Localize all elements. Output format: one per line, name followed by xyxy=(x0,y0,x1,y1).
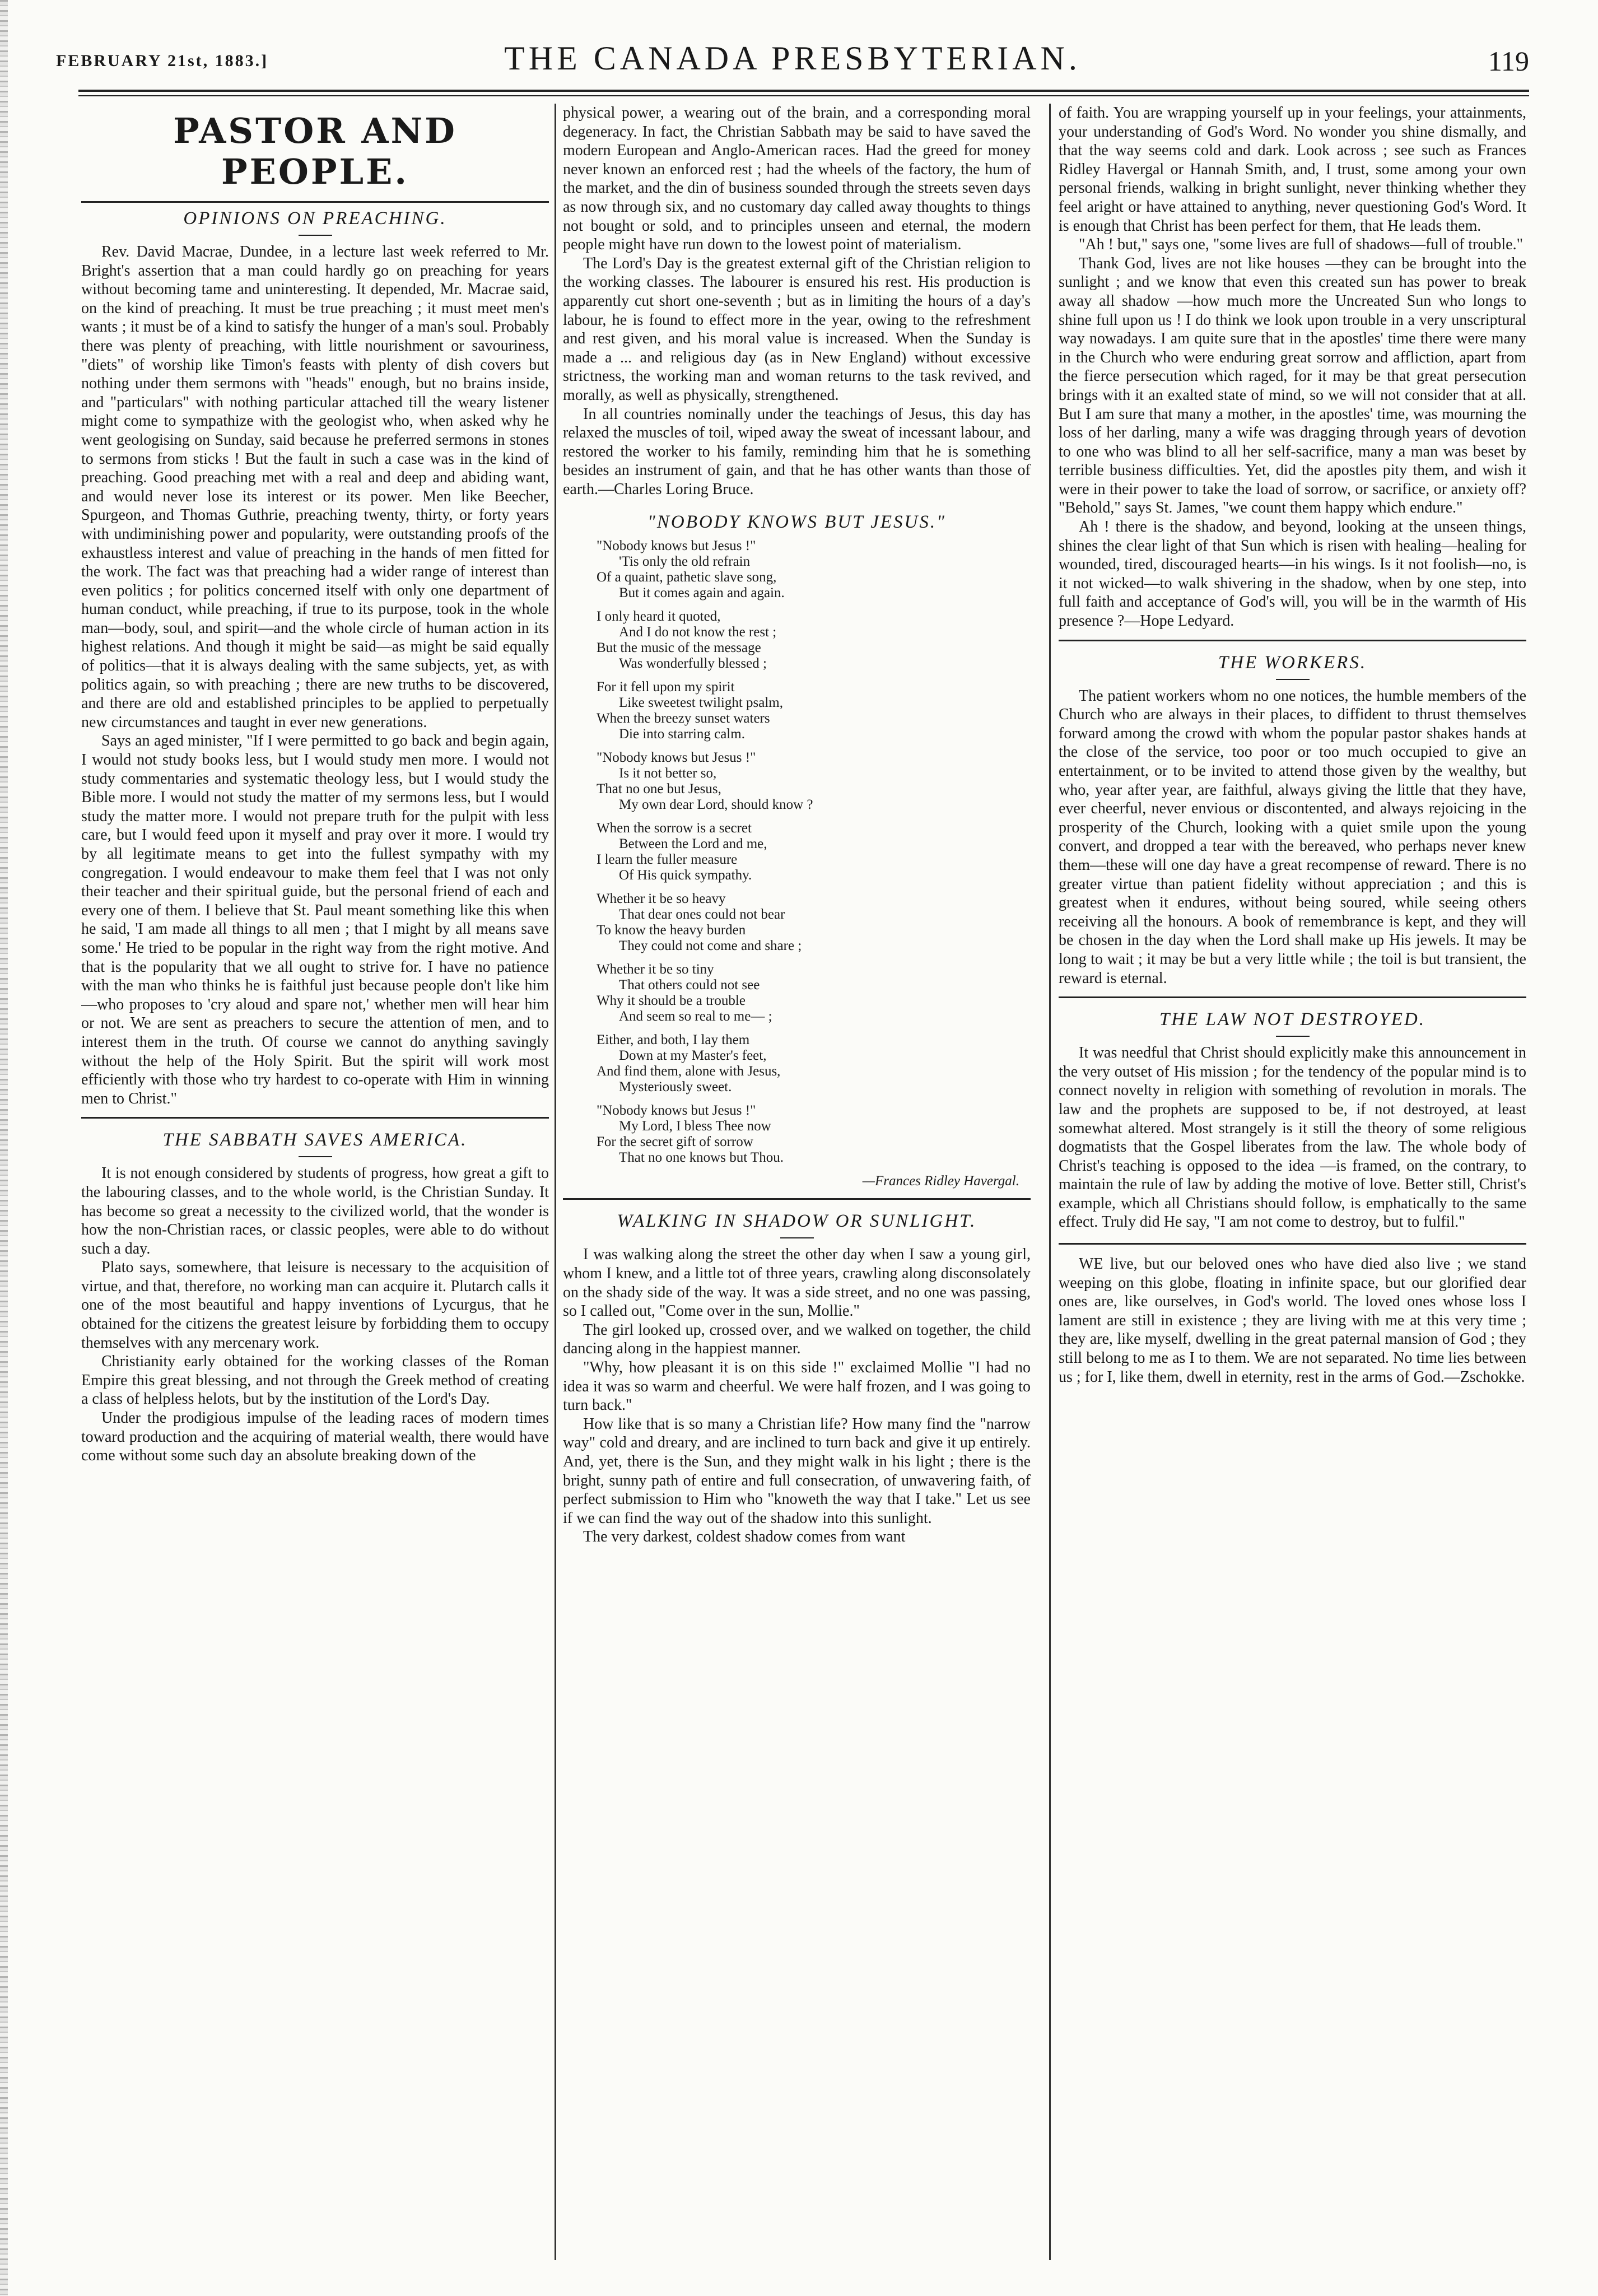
paragraph: The very darkest, coldest shadow comes from want xyxy=(583,1528,906,1546)
poem-line: When the breezy sunset waters xyxy=(597,711,770,726)
poem-line: And seem so real to me— ; xyxy=(619,1009,772,1024)
poem-line: My own dear Lord, should know ? xyxy=(619,797,813,813)
poem-line: "Nobody knows but Jesus !" xyxy=(597,750,756,766)
poem-line: "Nobody knows but Jesus !" xyxy=(597,538,756,554)
poem-line: Down at my Master's feet, xyxy=(619,1048,767,1064)
poem-line: That dear ones could not bear xyxy=(619,907,785,923)
column-2 xyxy=(563,104,1031,2266)
article-title: WALKING IN SHADOW OR SUNLIGHT. xyxy=(563,1198,1031,1232)
issue-date: FEBRUARY 21st, 1883.] xyxy=(56,52,269,70)
poem-line: But it comes again and again. xyxy=(619,585,785,601)
paragraph: Says an aged minister, "If I were permitted to go back and begin again, I would not study books less, but I would study men more. I would not study commentaries and systematic theology less, but I would study the Bible more. I would not study the matter of my sermons less, but I would study the matter more. I would not prepare truth for the pulpit with less care, but I would feed upon it myself and pray over it more. I would try by all legitimate means to get into the fullest sympathy with my congregation. I would endeavour to make them feel that I was not only their teacher and their spiritual guide, but the personal friend of each and every one of them. I believe that St. Paul meant something like this when he said, 'I am made all things to all men ; that I might by all means save some.' He tried to be popular in the right way from the right motive. And that is the popularity that we all ought to strive for. I have no patience with the man who thinks he is faithful just because people don't like him—who proposes to 'cry aloud and spare not,' whether men will hear him or not. We are sent as preachers to secure the attention of men, and to interest them in the truth. Of course we cannot do anything savingly without the help of the Holy Spirit. But the spirit will work most efficiently with those who try hardest to co-operate with Him in winning men to Christ." xyxy=(81,732,549,1107)
poem-line: And I do not know the rest ; xyxy=(619,625,777,640)
poem-line: For the secret gift of sorrow xyxy=(597,1134,753,1150)
poem-line: For it fell upon my spirit xyxy=(597,679,735,695)
poem-line: Like sweetest twilight psalm, xyxy=(619,695,784,711)
article-title: THE LAW NOT DESTROYED. xyxy=(1059,996,1526,1030)
title-dash xyxy=(299,235,332,236)
section-masthead: PASTOR AND PEOPLE. xyxy=(173,110,457,192)
paragraph: Rev. David Macrae, Dundee, in a lecture last week referred to Mr. Bright's assertion that a man could hardly go on preaching for years without becoming tame and uninteresting. It depended, Mr. Macrae said, on the kind of preaching. It must be true preaching ; it must meet men's wants ; it must be of a kind to satisfy the hunger of a man's soul. Probably there was plenty of preaching, with little nourishment or savouriness, "diets" of worship like Timon's feasts with plenty of dish covers but nothing under them sermons with "heads" enough, but no brains inside, and "particulars" with nothing particular attached till the weary listener might come to sympathize with the geologist who, when asked why he went geologising on Sunday, said because he preferred sermons in stones to sermons from sticks ! But the fault in such a case was in the kind of preaching. Good preaching met with a real and deep and abiding want, and would never lose its interest or its power. Men like Beecher, Spurgeon, and Thomas Guthrie, preaching twenty, thirty, or forty years with undiminishing power and popularity, were outstanding proofs of the exhaustless interest and value of preaching in the hands of men fitted for the work. The fact was that preaching had a wider range of interest than even politics ; for politics concerned itself with only one department of human conduct, while preaching, if true to its purpose, took in the whole man—body, soul, and spirit—and the whole circle of human action in its highest relations. And though it might be said—as might be said equally of politics—that it is always dealing with the same subjects, yet, as with politics again, so with preaching ; there are new truths to be discovered, and there are old and established principles to be applied to perpetually new circumstances and taught in ever new generations. xyxy=(81,243,549,731)
paragraph: The girl looked up, crossed over, and we walked on together, the child dancing along in the happiest manner. xyxy=(563,1321,1031,1358)
page-header xyxy=(56,39,1529,90)
poem xyxy=(597,538,1031,1166)
article-title: THE SABBATH SAVES AMERICA. xyxy=(81,1117,549,1151)
paragraph: Christianity early obtained for the working classes of the Roman Empire this great blessing, and not through the Greek method of creating a class of helpless helots, but by the institution of the Lord's Day. xyxy=(81,1353,549,1408)
poem-line: That no one knows but Thou. xyxy=(619,1150,784,1166)
header-rule-thin xyxy=(78,95,1529,96)
paragraph: In all countries nominally under the teachings of Jesus, this day has relaxed the muscles of toil, wiped away the sweat of incessant labour, and restored the worker to his family, reminding him that he is something besides an instrument of gain, and that he has other wants than those of earth.—Charles Loring Bruce. xyxy=(563,405,1031,498)
closing-rule xyxy=(1059,1243,1526,1386)
poem-stanza xyxy=(597,750,1031,813)
poem-line: I only heard it quoted, xyxy=(597,609,721,625)
article-title: OPINIONS ON PREACHING. xyxy=(183,208,447,229)
poem-line: And find them, alone with Jesus, xyxy=(597,1064,781,1079)
title-dash xyxy=(1276,679,1310,680)
title-dash xyxy=(299,1156,332,1157)
poem-stanza xyxy=(597,1032,1031,1095)
poem-stanza xyxy=(597,1103,1031,1166)
column-divider xyxy=(555,104,556,2260)
poem-line: Why it should be a trouble xyxy=(597,993,746,1009)
poem-line: Between the Lord and me, xyxy=(619,836,767,852)
poem-title: "NOBODY KNOWS BUT JESUS." xyxy=(647,512,946,533)
poem-stanza xyxy=(597,821,1031,883)
paragraph: of faith. You are wrapping yourself up in your feelings, your attainments, your understanding of God's Word. No wonder you shine dismally, and that the way seems cold and dark. Look across ; see such as Frances Ridley Havergal or Hannah Smith, and, I trust, some among your own personal friends, walking in bright sunlight, never thinking whether they feel aright or have attained to anything, never questioning God's Word. It is enough that Christ has been perfect for them, that He leads them. xyxy=(1059,104,1526,235)
poem-line: Either, and both, I lay them xyxy=(597,1032,750,1048)
paragraph: Thank God, lives are not like houses —they can be brought into the sunlight ; and we know that even this created sun has power to break away all shadow —how much more the Uncreated Sun who longs to shine full upon us ! I do think we look upon trouble in a very unscriptural way nowadays. I am quite sure that in the apostles' time there were many in the Church who were enduring great sorrow and affliction, apart from the fierce persecution which raged, for it may be that great persecution brings with it an exalted state of mind, so we will not consider that at all. But I am sure that many a mother, in the apostles' time, was mourning the loss of her darling, many a wife was dragging through years of devotion to one who was blind to all her self-sacrifice, many a man was beset by terrible business difficulties. Yet, did the apostles pity them, and wish it were in their power to take the load of sorrow, or sacrifice, or anxiety off? "Behold," says St. James, "we count them happy which endure." xyxy=(1059,254,1526,517)
column-1 xyxy=(81,104,549,2266)
poem-line: "Nobody knows but Jesus !" xyxy=(597,1103,756,1119)
poem-line: Whether it be so heavy xyxy=(597,891,726,907)
paragraph: "Why, how pleasant it is on this side !" exclaimed Mollie "I had no idea it was so warm and cheerful. We were half frozen, and I was going to turn back." xyxy=(563,1359,1031,1414)
masthead-rule xyxy=(81,201,549,203)
poem-stanza xyxy=(597,891,1031,954)
paragraph: Ah ! there is the shadow, and beyond, looking at the unseen things, shines the clear light of that Sun which is risen with healing—healing for wounded, tired, discouraged hearts—in his wings. Is it not foolish—no, is it not wicked—to walk shivering in the shadow, when by one step, into full faith and acceptance of God's will, you will be in the warmth of His presence ?—Hope Ledyard. xyxy=(1059,518,1526,630)
poem-line: Of His quick sympathy. xyxy=(619,868,752,883)
column-3 xyxy=(1059,104,1526,2266)
paragraph: WE live, but our beloved ones who have died also live ; we stand weeping on this globe, floating in infinite space, but our glorified dear ones are, like ourselves, in God's world. The loved ones whose loss I lament are still in existence ; they are living with me at this very time ; they are, like myself, dwelling in the great paternal mansion of God ; they still belong to me as I to them. We are not separated. No time lies between us ; for I, like them, dwell in eternity, rest in the arms of God.—Zschokke. xyxy=(1059,1255,1526,1386)
article-title: THE WORKERS. xyxy=(1059,640,1526,673)
paragraph: The Lord's Day is the greatest external gift of the Christian religion to the working classes. The labourer is ensured his rest. His production is apparently cut short one-seventh ; but as in limiting the hours of a day's labour, he is found to effect more in the year, owing to the refreshment and rest given, and his moral value is increased. When the Sunday is made a ... and religious day (as in New England) without excessive strictness, the working man and woman returns to the task revived, and morally, as well as physically, strengthened. xyxy=(563,254,1031,404)
paragraph: It is not enough considered by students of progress, how great a gift to the labouring classes, and to the whole world, is the Christian Sunday. It has become so great a necessity to the civilized world, that the wonder is how the non-Christian races, or classic peoples, were able to do without such a day. xyxy=(81,1165,549,1258)
paragraph: How like that is so many a Christian life? How many find the "narrow way" cold and dreary, and are inclined to turn back and give it up entirely. And, yet, there is the Sun, and they might walk in his light ; there is the bright, sunny path of entire and full consecration, of unwavering faith, of perfect submission to Him who "knoweth the way that I take." Let us see if we can find the way out of the shadow into this sunlight. xyxy=(563,1415,1031,1527)
poem-line: When the sorrow is a secret xyxy=(597,821,752,836)
header-rule xyxy=(78,90,1529,92)
poem-line: That others could not see xyxy=(619,977,760,993)
poem-line: Mysteriously sweet. xyxy=(619,1079,732,1095)
poem-line: 'Tis only the old refrain xyxy=(619,554,751,570)
poem-attribution: —Frances Ridley Havergal. xyxy=(862,1173,1019,1189)
binding-edge xyxy=(0,0,8,2296)
poem-line: My Lord, I bless Thee now xyxy=(619,1119,771,1134)
paragraph: Under the prodigious impulse of the leading races of modern times toward production and the acquiring of material wealth, there would have come without some such day an absolute breaking down of the xyxy=(81,1409,549,1465)
newspaper-title: THE CANADA PRESBYTERIAN. xyxy=(504,40,1081,77)
column-divider xyxy=(1049,104,1051,2260)
title-dash xyxy=(1276,1036,1310,1037)
poem-stanza xyxy=(597,538,1031,601)
poem-stanza xyxy=(597,609,1031,672)
paragraph: It was needful that Christ should explicitly make this announcement in the very outset of His mission ; for the tendency of the popular mind is to connect novelty in religion with something of revolution in morals. The law and the prophets are supposed to be, if not destroyed, at least somewhat altered. Most strangely is it still the theory of some religious dogmatists that the Gospel liberates from the law. The whole body of Christ's teaching is opposed to the idea —is framed, on the contrary, to maintain the rule of law by adding the motive of love. Better still, Christ's example, which all Christians should follow, is emphatically to the same effect. Truly did He say, "I am not come to destroy, but to fulfil." xyxy=(1059,1044,1526,1231)
poem-line: I learn the fuller measure xyxy=(597,852,738,868)
poem-stanza xyxy=(597,962,1031,1024)
title-dash xyxy=(780,1237,814,1238)
paragraph: physical power, a wearing out of the brain, and a corresponding moral degeneracy. In fact, the Christian Sabbath may be said to have saved the modern European and Anglo-American races. Had the greed for money never known an enforced rest ; had the wheels of the factory, the hum of the market, and the din of business sounded through the streets seven days as now through six, and no customary day called away thoughts to things not bought or sold, and to principles unseen and eternal, the modern people might have run down to the lowest point of materialism. xyxy=(563,104,1031,254)
poem-stanza xyxy=(597,679,1031,742)
poem-line: To know the heavy burden xyxy=(597,923,746,938)
page-number: 119 xyxy=(1488,45,1529,77)
paragraph: Plato says, somewhere, that leisure is necessary to the acquisition of virtue, and that, therefore, no working man can acquire it. Plutarch calls it one of the most beautiful and happy inventions of Lycurgus, that he obtained for the citizens the greatest leisure by forbidding them to occupy themselves with any mercenary work. xyxy=(81,1259,549,1352)
poem-line: Is it not better so, xyxy=(619,766,717,781)
paragraph: I was walking along the street the other day when I saw a young girl, whom I knew, and a little tot of three years, crawling along disconsolately on the shady side of the way. It was a side street, and no one was passing, so I called out, "Come over in the sun, Mollie." xyxy=(563,1246,1031,1320)
poem-line: Was wonderfully blessed ; xyxy=(619,656,767,672)
poem-line: Die into starring calm. xyxy=(619,726,745,742)
poem-line: But the music of the message xyxy=(597,640,761,656)
poem-line: Whether it be so tiny xyxy=(597,962,714,977)
poem-line: That no one but Jesus, xyxy=(597,781,721,797)
poem-line: Of a quaint, pathetic slave song, xyxy=(597,570,777,585)
poem-line: They could not come and share ; xyxy=(619,938,802,954)
paragraph: The patient workers whom no one notices, the humble members of the Church who are always in their places, to diffident to thrust themselves forward among the crowd with whom the popular pastor shakes hands at the close of the service, too poor or too much occupied to give an entertainment, or to be invited to attend those given by the wealthy, but who, year after year, are faithful, always giving the little that they have, ever cheerful, never envious or discontented, and always rejoicing in the prosperity of the Church, looking with a quiet smile upon the young convert, and dropped a tear with the bereaved, who perhaps never knew them—these will one day have a great recompense of reward. There is no greater virtue than patient fidelity without appreciation ; and this is greatest when it endures, without being soured, while seeing others receiving all the honours. A book of remembrance is kept, and they will be chosen in the day when the Lord shall make up His jewels. It may be long to wait ; it may be but a very little while ; the toil is but transient, the reward is eternal. xyxy=(1059,687,1526,987)
paragraph: "Ah ! but," says one, "some lives are full of shadows—full of trouble." xyxy=(1079,236,1524,254)
